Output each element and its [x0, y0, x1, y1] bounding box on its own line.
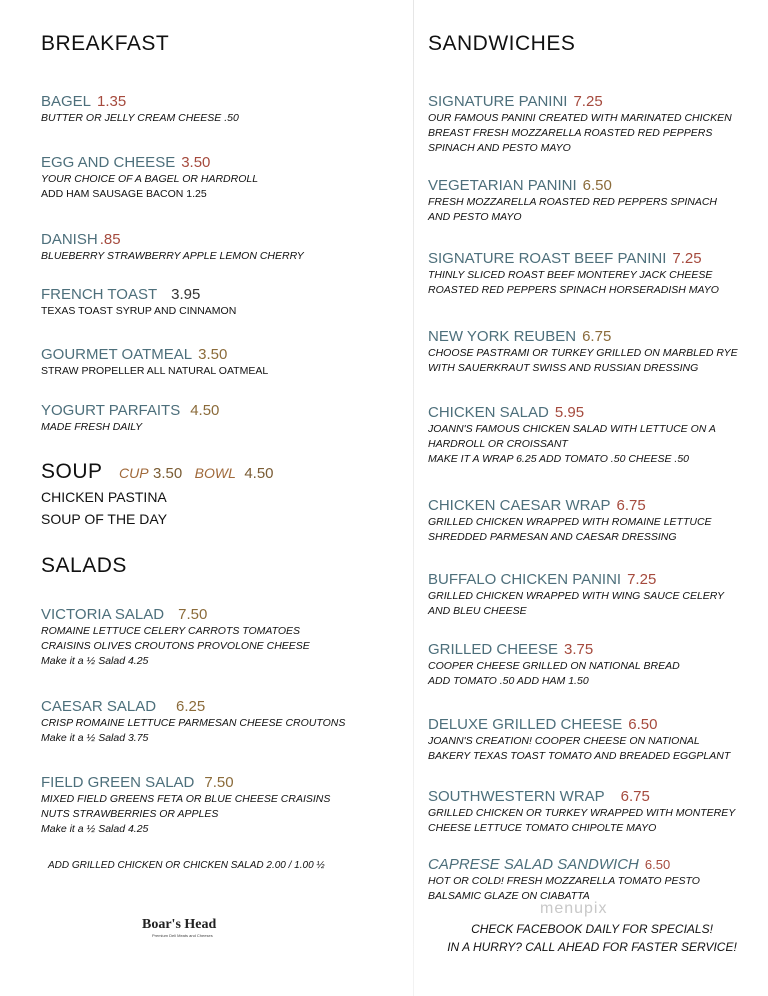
item-name: EGG AND CHEESE [41, 154, 176, 171]
menu-item-buffalo-chicken-panini [428, 571, 724, 619]
soup-cup-label: CUP [118, 465, 149, 481]
soup-bowl-label: BOWL [194, 465, 236, 481]
soup-line: CHICKEN PASTINA [41, 489, 167, 505]
item-name: DELUXE GRILLED CHEESE [428, 716, 623, 733]
item-name: BAGEL [41, 93, 92, 110]
sandwiches-title: SANDWICHES [428, 32, 576, 55]
item-price: 6.50 [644, 857, 671, 872]
item-desc: AND BLEU CHEESE [428, 605, 527, 617]
menu-item-danish [41, 231, 304, 264]
soup-cup-price: 3.50 [152, 465, 183, 482]
item-desc: HOT OR COLD! FRESH MOZZARELLA TOMATO PESTO [428, 875, 700, 887]
soup-line: SOUP OF THE DAY [41, 511, 168, 527]
item-desc: COOPER CHEESE GRILLED ON NATIONAL BREAD [428, 660, 680, 672]
item-name: GOURMET OATMEAL [41, 346, 193, 363]
item-price: 6.50 [628, 716, 658, 733]
item-name: VEGETARIAN PANINI [428, 177, 577, 194]
item-price: 7.25 [672, 250, 702, 267]
soup-header [41, 460, 274, 484]
item-desc: FRESH MOZZARELLA ROASTED RED PEPPERS SPINACH [428, 196, 718, 208]
item-desc: CRAISINS OLIVES CROUTONS PROVOLONE CHEESE [41, 640, 310, 652]
item-desc: Make it a ½ Salad 3.75 [41, 732, 149, 744]
item-desc: WITH SAUERKRAUT SWISS AND RUSSIAN DRESSING [428, 362, 699, 374]
item-price: 6.75 [582, 328, 612, 345]
item-desc: Make it a ½ Salad 4.25 [41, 655, 149, 667]
item-desc: BREAST FRESH MOZZARELLA ROASTED RED PEPPERS [428, 127, 713, 139]
item-desc: TEXAS TOAST SYRUP AND CINNAMON [41, 305, 237, 317]
breakfast-title: BREAKFAST [41, 32, 170, 55]
item-name: NEW YORK REUBEN [428, 328, 577, 345]
menu-item-deluxe-grilled-cheese [428, 716, 730, 764]
menu-item-grilled-cheese [428, 641, 680, 689]
menu-item-signature-roast-beef-panini [428, 250, 719, 298]
footer-notes [427, 920, 757, 956]
item-name: YOGURT PARFAITS [41, 402, 181, 419]
item-desc: AND PESTO MAYO [428, 211, 522, 223]
item-name: CHICKEN CAESAR WRAP [428, 497, 611, 514]
page-fold [413, 0, 414, 996]
item-desc: SPINACH AND PESTO MAYO [428, 142, 571, 154]
menu-item-egg-and-cheese [41, 154, 258, 202]
item-price: 1.35 [97, 93, 127, 110]
item-desc: MIXED FIELD GREENS FETA OR BLUE CHEESE CRAISINS [41, 793, 331, 805]
menu-item-gourmet-oatmeal [41, 346, 268, 379]
item-price: 6.25 [176, 698, 206, 715]
soup-bowl-price: 4.50 [244, 465, 274, 482]
facebook-specials-note: CHECK FACEBOOK DAILY FOR SPECIALS! [471, 922, 713, 936]
item-desc: YOUR CHOICE OF A BAGEL OR HARDROLL [41, 173, 259, 185]
call-ahead-note: IN A HURRY? CALL AHEAD FOR FASTER SERVICE! [447, 940, 737, 954]
salads-title: SALADS [41, 554, 127, 577]
item-name: DANISH [41, 231, 98, 248]
item-name: CHICKEN SALAD [428, 404, 549, 421]
item-desc: BLUEBERRY STRAWBERRY APPLE LEMON CHERRY [41, 250, 304, 262]
item-price: 7.25 [573, 93, 603, 110]
menu-item-chicken-caesar-wrap [428, 497, 712, 545]
item-name: FIELD GREEN SALAD [41, 774, 195, 791]
item-desc: HARDROLL OR CROISSANT [428, 438, 568, 450]
item-name: VICTORIA SALAD [41, 606, 165, 623]
menu-item-french-toast [41, 286, 236, 319]
item-desc: OUR FAMOUS PANINI CREATED WITH MARINATED CHICKEN [428, 112, 732, 124]
item-name: BUFFALO CHICKEN PANINI [428, 571, 622, 588]
item-name: FRENCH TOAST [41, 286, 158, 303]
menu-item-field-green-salad [41, 774, 330, 837]
item-desc: ROASTED RED PEPPERS SPINACH HORSERADISH MAYO [428, 284, 719, 296]
logo-tagline: Premium Deli Meats and Cheeses [152, 933, 213, 938]
item-name: SIGNATURE PANINI [428, 93, 568, 110]
item-desc: SHREDDED PARMESAN AND CAESAR DRESSING [428, 531, 677, 543]
item-name: SOUTHWESTERN WRAP [428, 788, 605, 805]
item-desc: ADD TOMATO .50 ADD HAM 1.50 [428, 675, 589, 687]
item-price: 3.95 [171, 286, 201, 303]
item-desc: GRILLED CHICKEN WRAPPED WITH ROMAINE LETTUCE [428, 516, 712, 528]
menu-item-new-york-reuben [428, 328, 738, 376]
logo-brand: Boar's Head [142, 917, 217, 932]
item-name: GRILLED CHEESE [428, 641, 559, 658]
item-name: CAESAR SALAD [41, 698, 157, 715]
soup-title: SOUP [41, 460, 103, 483]
item-price: 5.95 [554, 404, 585, 421]
item-desc: CHOOSE PASTRAMI OR TURKEY GRILLED ON MARBLED RYE [428, 347, 738, 359]
menu-item-chicken-salad [428, 404, 716, 467]
menu-item-southwestern-wrap [428, 788, 735, 836]
item-price: 4.50 [190, 402, 220, 419]
item-price: 7.50 [178, 606, 208, 623]
menu-item-bagel [41, 93, 239, 126]
item-price: 6.75 [616, 497, 646, 514]
item-desc: STRAW PROPELLER ALL NATURAL OATMEAL [41, 365, 269, 377]
item-desc: CHEESE LETTUCE TOMATO CHIPOLTE MAYO [428, 822, 657, 834]
item-desc: Make it a ½ Salad 4.25 [41, 823, 149, 835]
salad-addon-note: ADD GRILLED CHICKEN OR CHICKEN SALAD 2.00 / 1.00 ½ [48, 860, 325, 871]
menupix-watermark: menupix [540, 900, 608, 917]
item-price: 3.75 [564, 641, 594, 658]
boars-head-logo [142, 915, 242, 941]
item-desc: ROMAINE LETTUCE CELERY CARROTS TOMATOES [41, 625, 301, 637]
menu-item-caesar-salad [41, 698, 345, 746]
item-price: .85 [99, 231, 121, 248]
menu-item-yogurt-parfaits [41, 402, 219, 435]
item-desc: ADD HAM SAUSAGE BACON 1.25 [41, 188, 207, 200]
item-desc: GRILLED CHICKEN OR TURKEY WRAPPED WITH MONTEREY [428, 807, 736, 819]
item-name: SIGNATURE ROAST BEEF PANINI [428, 250, 667, 267]
item-price: 6.50 [582, 177, 612, 194]
item-name: CAPRESE SALAD SANDWICH [428, 856, 639, 873]
item-desc: CRISP ROMAINE LETTUCE PARMESAN CHEESE CROUTONS [41, 717, 346, 729]
item-desc: JOANN'S CREATION! COOPER CHEESE ON NATIONAL [428, 735, 700, 747]
item-desc: NUTS STRAWBERRIES OR APPLES [41, 808, 219, 820]
item-desc: BAKERY TEXAS TOAST TOMATO AND BREADED EGGPLANT [428, 750, 731, 762]
item-desc: MAKE IT A WRAP 6.25 ADD TOMATO .50 CHEESE .50 [428, 453, 690, 465]
item-desc: THINLY SLICED ROAST BEEF MONTEREY JACK CHEESE [428, 269, 713, 281]
item-price: 3.50 [181, 154, 211, 171]
item-price: 6.75 [620, 788, 650, 805]
item-price: 7.50 [204, 774, 234, 791]
item-desc: BUTTER OR JELLY CREAM CHEESE .50 [41, 112, 239, 124]
menu-item-victoria-salad [41, 606, 310, 669]
item-price: 7.25 [627, 571, 657, 588]
item-price: 3.50 [198, 346, 228, 363]
menu-item-signature-panini [428, 93, 732, 156]
item-desc: JOANN'S FAMOUS CHICKEN SALAD WITH LETTUCE ON A [428, 423, 716, 435]
item-desc: MADE FRESH DAILY [41, 421, 143, 433]
menu-item-caprese-salad-sandwich [428, 856, 700, 904]
item-desc: GRILLED CHICKEN WRAPPED WITH WING SAUCE CELERY [428, 590, 724, 602]
menu-item-vegetarian-panini [428, 177, 717, 225]
item-desc: BALSAMIC GLAZE ON CIABATTA [428, 890, 590, 902]
